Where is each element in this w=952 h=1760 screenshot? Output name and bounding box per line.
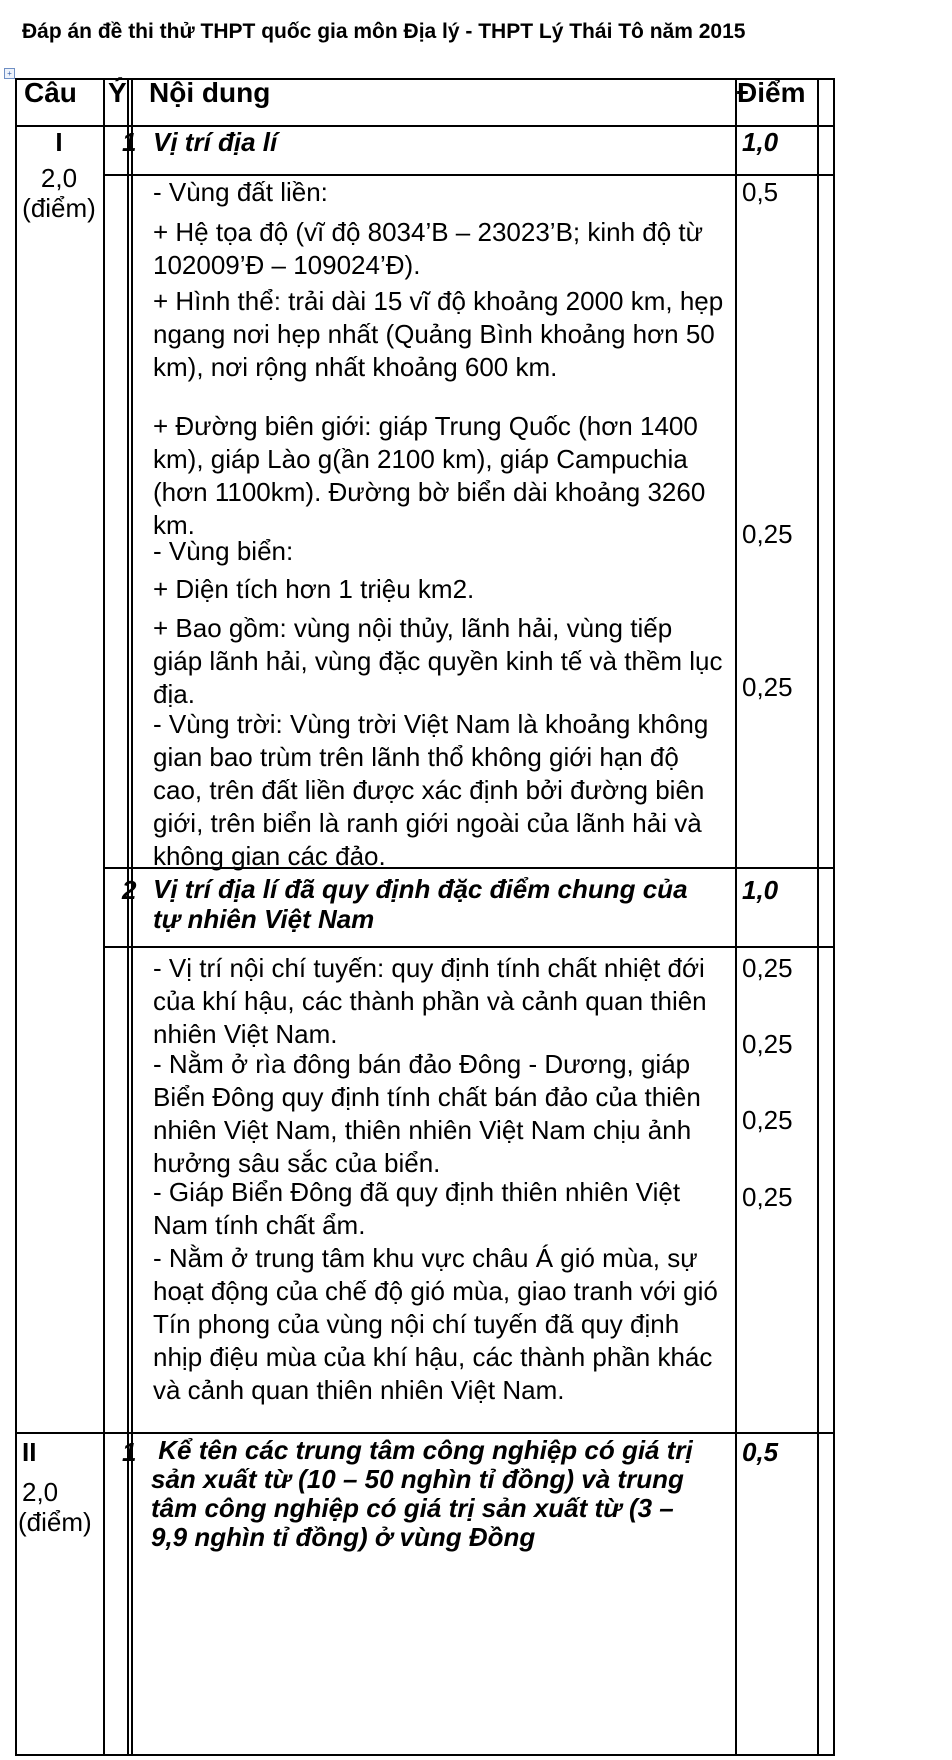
part-i1-score: 0,5 [742,177,779,207]
question-i-points: 2,0 [40,163,78,193]
part-i2-score: 0,25 [742,953,793,983]
part-i2-heading: Vị trí địa lí đã quy định đặc điểm chung của tự nhiên Việt Nam [153,874,688,934]
table-move-handle[interactable]: + [4,68,15,79]
question-ii-roman: II [22,1437,37,1467]
part-ii1-number: 1 [122,1437,137,1467]
part-ii1-heading: Kể tên các trung tâm công nghiệp có giá trị sản xuất từ (10 – 50 nghìn tỉ đồng) và trung tâm công nghiệp có giá trị sản xuất từ (3 – 9,9 nghìn tỉ đồng) ở vùng Đồng [151,1435,700,1552]
row-divider-i2-heading [103,946,833,948]
part-i1-score: 0,25 [742,519,793,549]
part-i1-heading-score: 1,0 [742,127,779,157]
question-ii-points: 2,0 [22,1477,59,1507]
question-ii-points-unit: (điểm) [18,1507,92,1537]
part-i2-paragraph: - Giáp Biển Đông đã quy định thiên nhiên Việt Nam tính chất ẩm. [153,1177,681,1240]
col-divider-y [127,80,129,1754]
part-i1-score: 0,25 [742,672,793,702]
question-i-roman: I [55,127,63,157]
part-ii1-heading-score: 0,5 [742,1437,779,1467]
part-i1-heading: Vị trí địa lí [153,127,278,157]
part-i2-paragraph: - Nằm ở trung tâm khu vực châu Á gió mùa, sự hoạt động của chế độ gió mùa, giao tranh với gió Tín phong của vùng nội chí tuyến đã quy định nhịp điệu mùa của khí hậu, các thành phần khác và cảnh quan thiên nhiên Việt Nam. [153,1243,718,1405]
row-divider-q2 [17,1432,833,1434]
row-divider-header [17,125,833,127]
part-i2-paragraph: - Nằm ở rìa đông bán đảo Đông - Dương, giáp Biển Đông quy định tính chất bán đảo của thiên nhiên Việt Nam, thiên nhiên Việt Nam chịu ảnh hưởng sâu sắc của biển. [153,1049,701,1178]
part-i1-paragraph: + Đường biên giới: giáp Trung Quốc (hơn 1400 km), giáp Lào g(ần 2100 km), giáp Campuchia (hơn 1100km). Đường bờ biển dài khoảng 3260 km. [153,411,706,540]
col-divider-cau [103,80,105,1754]
col-divider-y-inner [131,80,133,1754]
part-i1-paragraph: - Vùng biển: [153,536,294,566]
part-i2-score: 0,25 [742,1182,793,1212]
part-i1-paragraph: + Diện tích hơn 1 triệu km2. [153,574,475,604]
header-noi-dung: Nội dung [149,77,271,108]
header-y: Ý [108,77,127,108]
part-i1-paragraph: - Vùng đất liền: [153,177,328,207]
col-divider-end [817,80,819,1754]
part-i1-paragraph: + Hình thể: trải dài 15 vĩ độ khoảng 2000 km, hẹp ngang nơi hẹp nhất (Quảng Bình khoảng hơn 50 km), nơi rộng nhất khoảng 600 km. [153,286,724,382]
part-i2-score: 0,25 [742,1105,793,1135]
col-divider-diem [735,80,737,1754]
part-i2-paragraph: - Vị trí nội chí tuyến: quy định tính chất nhiệt đới của khí hậu, các thành phần và cảnh quan thiên nhiên Việt Nam. [153,953,707,1049]
part-i2-score: 0,25 [742,1029,793,1059]
part-i1-paragraph: + Hệ tọa độ (vĩ độ 8034’B – 23023’B; kinh độ từ 102009’Đ – 109024’Đ). [153,217,704,280]
part-i1-paragraph: + Bao gồm: vùng nội thủy, lãnh hải, vùng tiếp giáp lãnh hải, vùng đặc quyền kinh tế và thềm lục địa. [153,613,723,709]
header-diem: Điểm [737,77,806,108]
part-i1-paragraph: - Vùng trời: Vùng trời Việt Nam là khoảng không gian bao trùm trên lãnh thổ không giới hạn độ cao, trên đất liền được xác định bởi đường biên giới, trên biển là ranh giới ngoài của lãnh hải và không gian các đảo. [153,709,709,871]
part-i1-number: 1 [122,127,137,157]
header-cau: Câu [24,77,77,108]
question-i-points-unit: (điểm) [22,193,96,223]
part-i2-heading-score: 1,0 [742,875,779,905]
document-title: Đáp án đề thi thử THPT quốc gia môn Địa lý - THPT Lý Thái Tô năm 2015 [22,20,746,43]
part-i2-number: 2 [122,875,137,905]
